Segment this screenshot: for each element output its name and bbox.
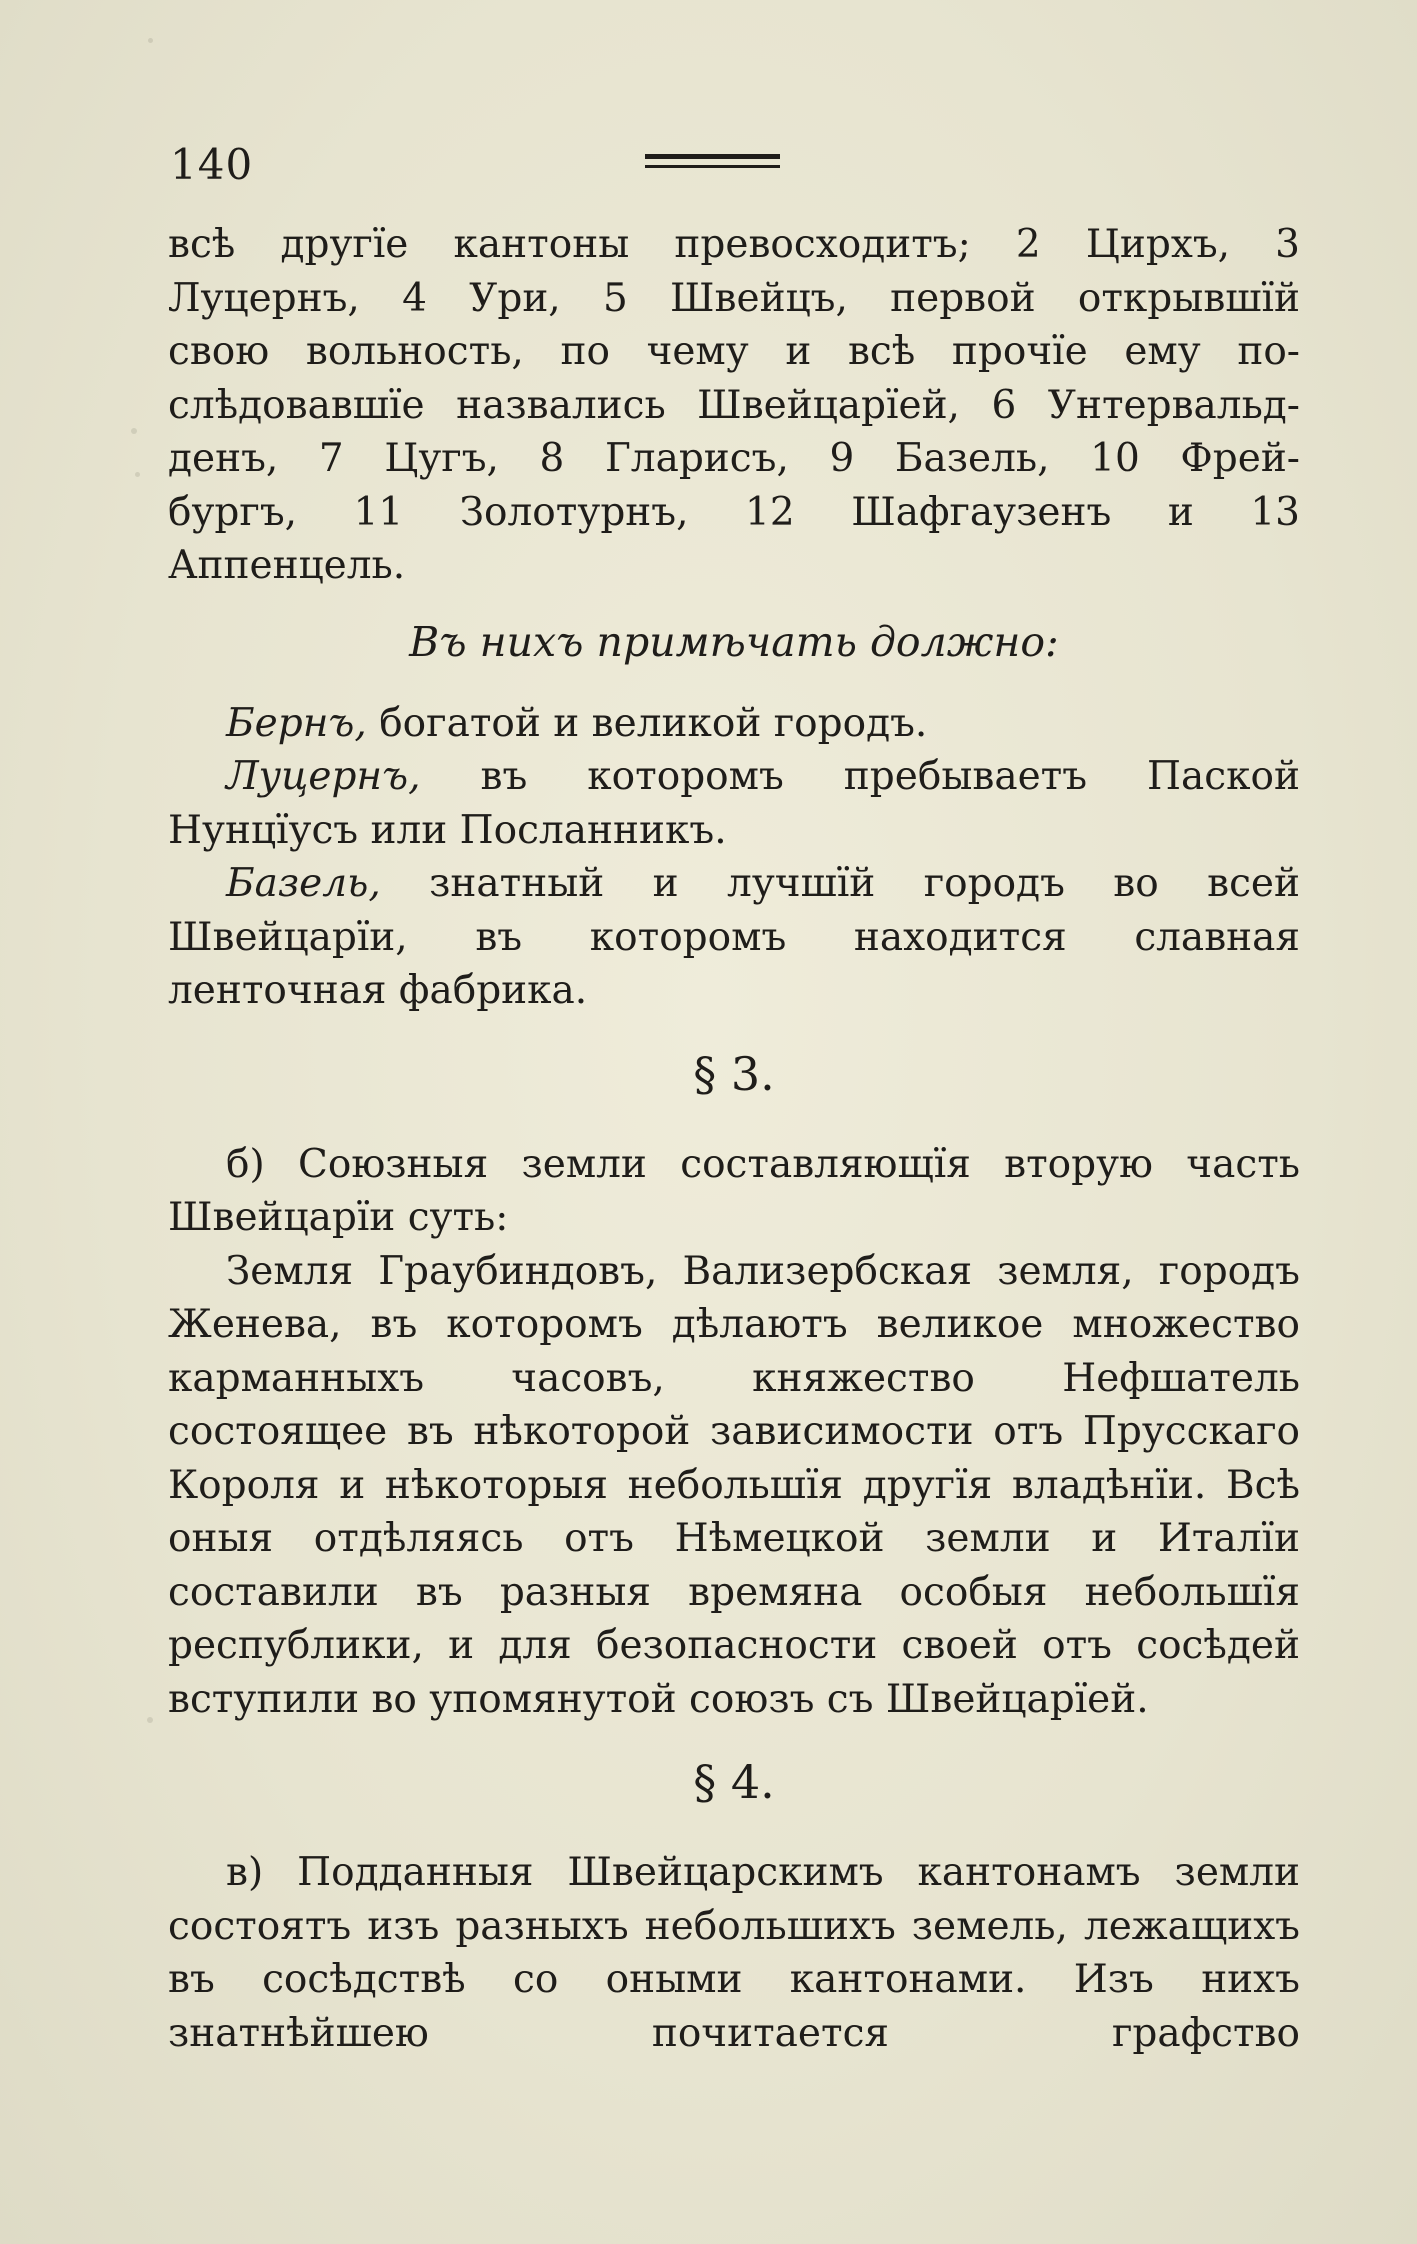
entry-name: Базель, xyxy=(226,861,381,906)
ink-speck xyxy=(148,38,153,43)
section-heading-4: § 4. xyxy=(693,1755,775,1809)
italic-subheading: Въ нихъ примѣчать должно: xyxy=(409,617,1059,666)
entry-text: богатой и великой городъ. xyxy=(366,700,928,746)
text-line: Аппенцель. xyxy=(168,543,406,588)
ink-speck xyxy=(147,1717,153,1723)
ink-speck xyxy=(135,472,140,477)
text-line: Луцернъ, 4 Ури, 5 Швейцъ, первой открывшїй xyxy=(168,275,1300,321)
section-heading-3: § 3. xyxy=(693,1046,775,1101)
paragraph-allied-details: Земля Граубиндовъ, Вализербская земля, городъ Женева, въ которомъ дѣлаютъ великое множество карманныхъ часовъ, княжество Нефшатель состоящее въ нѣкоторой зависимости отъ Прусскаго Короля и нѣкоторыя небольшїя другїя владѣнїи. Всѣ оныя отдѣляясь отъ Нѣмецкой земли и Италїи составили въ разныя времяна особыя небольшїя республики, и для безопасности своей отъ сосѣдей вступили во упомянутой союзъ съ Швейцарїей. xyxy=(168,1248,1300,1722)
page-number: 140 xyxy=(170,140,254,189)
paragraph-allied-lands: б) Союзныя земли составляющїя вторую часть Швейцарїи суть: xyxy=(168,1141,1300,1240)
entry-name: Бернъ, xyxy=(226,700,367,746)
text-line: всѣ другїе кантоны превосходитъ; 2 Цирхъ, 3 xyxy=(168,222,1300,267)
paragraph-cantons xyxy=(168,218,1300,539)
entry-lucerne xyxy=(168,750,1300,857)
entry-bern xyxy=(168,697,1300,751)
paragraph-subject-lands: в) Подданныя Швейцарскимъ кантонамъ земли состоятъ изъ разныхъ небольшихъ земель, лежащихъ въ сосѣдствѣ со оными кантонами. Изъ нихъ знатнѣйшею почитается графство xyxy=(168,1850,1300,2056)
entry-name: Луцернъ, xyxy=(226,754,421,799)
ink-speck xyxy=(131,428,137,434)
entry-text: знатный и лучшїй городъ во всей Швейцарїи, въ которомъ находится славная ленточная фабрика. xyxy=(168,861,1300,1013)
page-body xyxy=(168,218,1300,2060)
page-header xyxy=(170,140,1300,190)
entry-basel xyxy=(168,857,1300,1018)
text-line: бургъ, 11 Золотурнъ, 12 Шафгаузенъ и 13 xyxy=(168,489,1300,535)
text-line: слѣдовавшїе назвались Швейцарїей, 6 Унтервальд- xyxy=(168,382,1300,428)
entry-text: въ которомъ пребываетъ Паской Нунцїусъ или Посланникъ. xyxy=(168,754,1300,853)
text-line: свою вольность, по чему и всѣ прочїе ему по- xyxy=(168,329,1300,374)
header-double-rule xyxy=(645,154,780,168)
text-line: денъ, 7 Цугъ, 8 Гларисъ, 9 Базель, 10 Фрей- xyxy=(168,436,1300,481)
paragraph-cantons-end xyxy=(168,539,1300,593)
